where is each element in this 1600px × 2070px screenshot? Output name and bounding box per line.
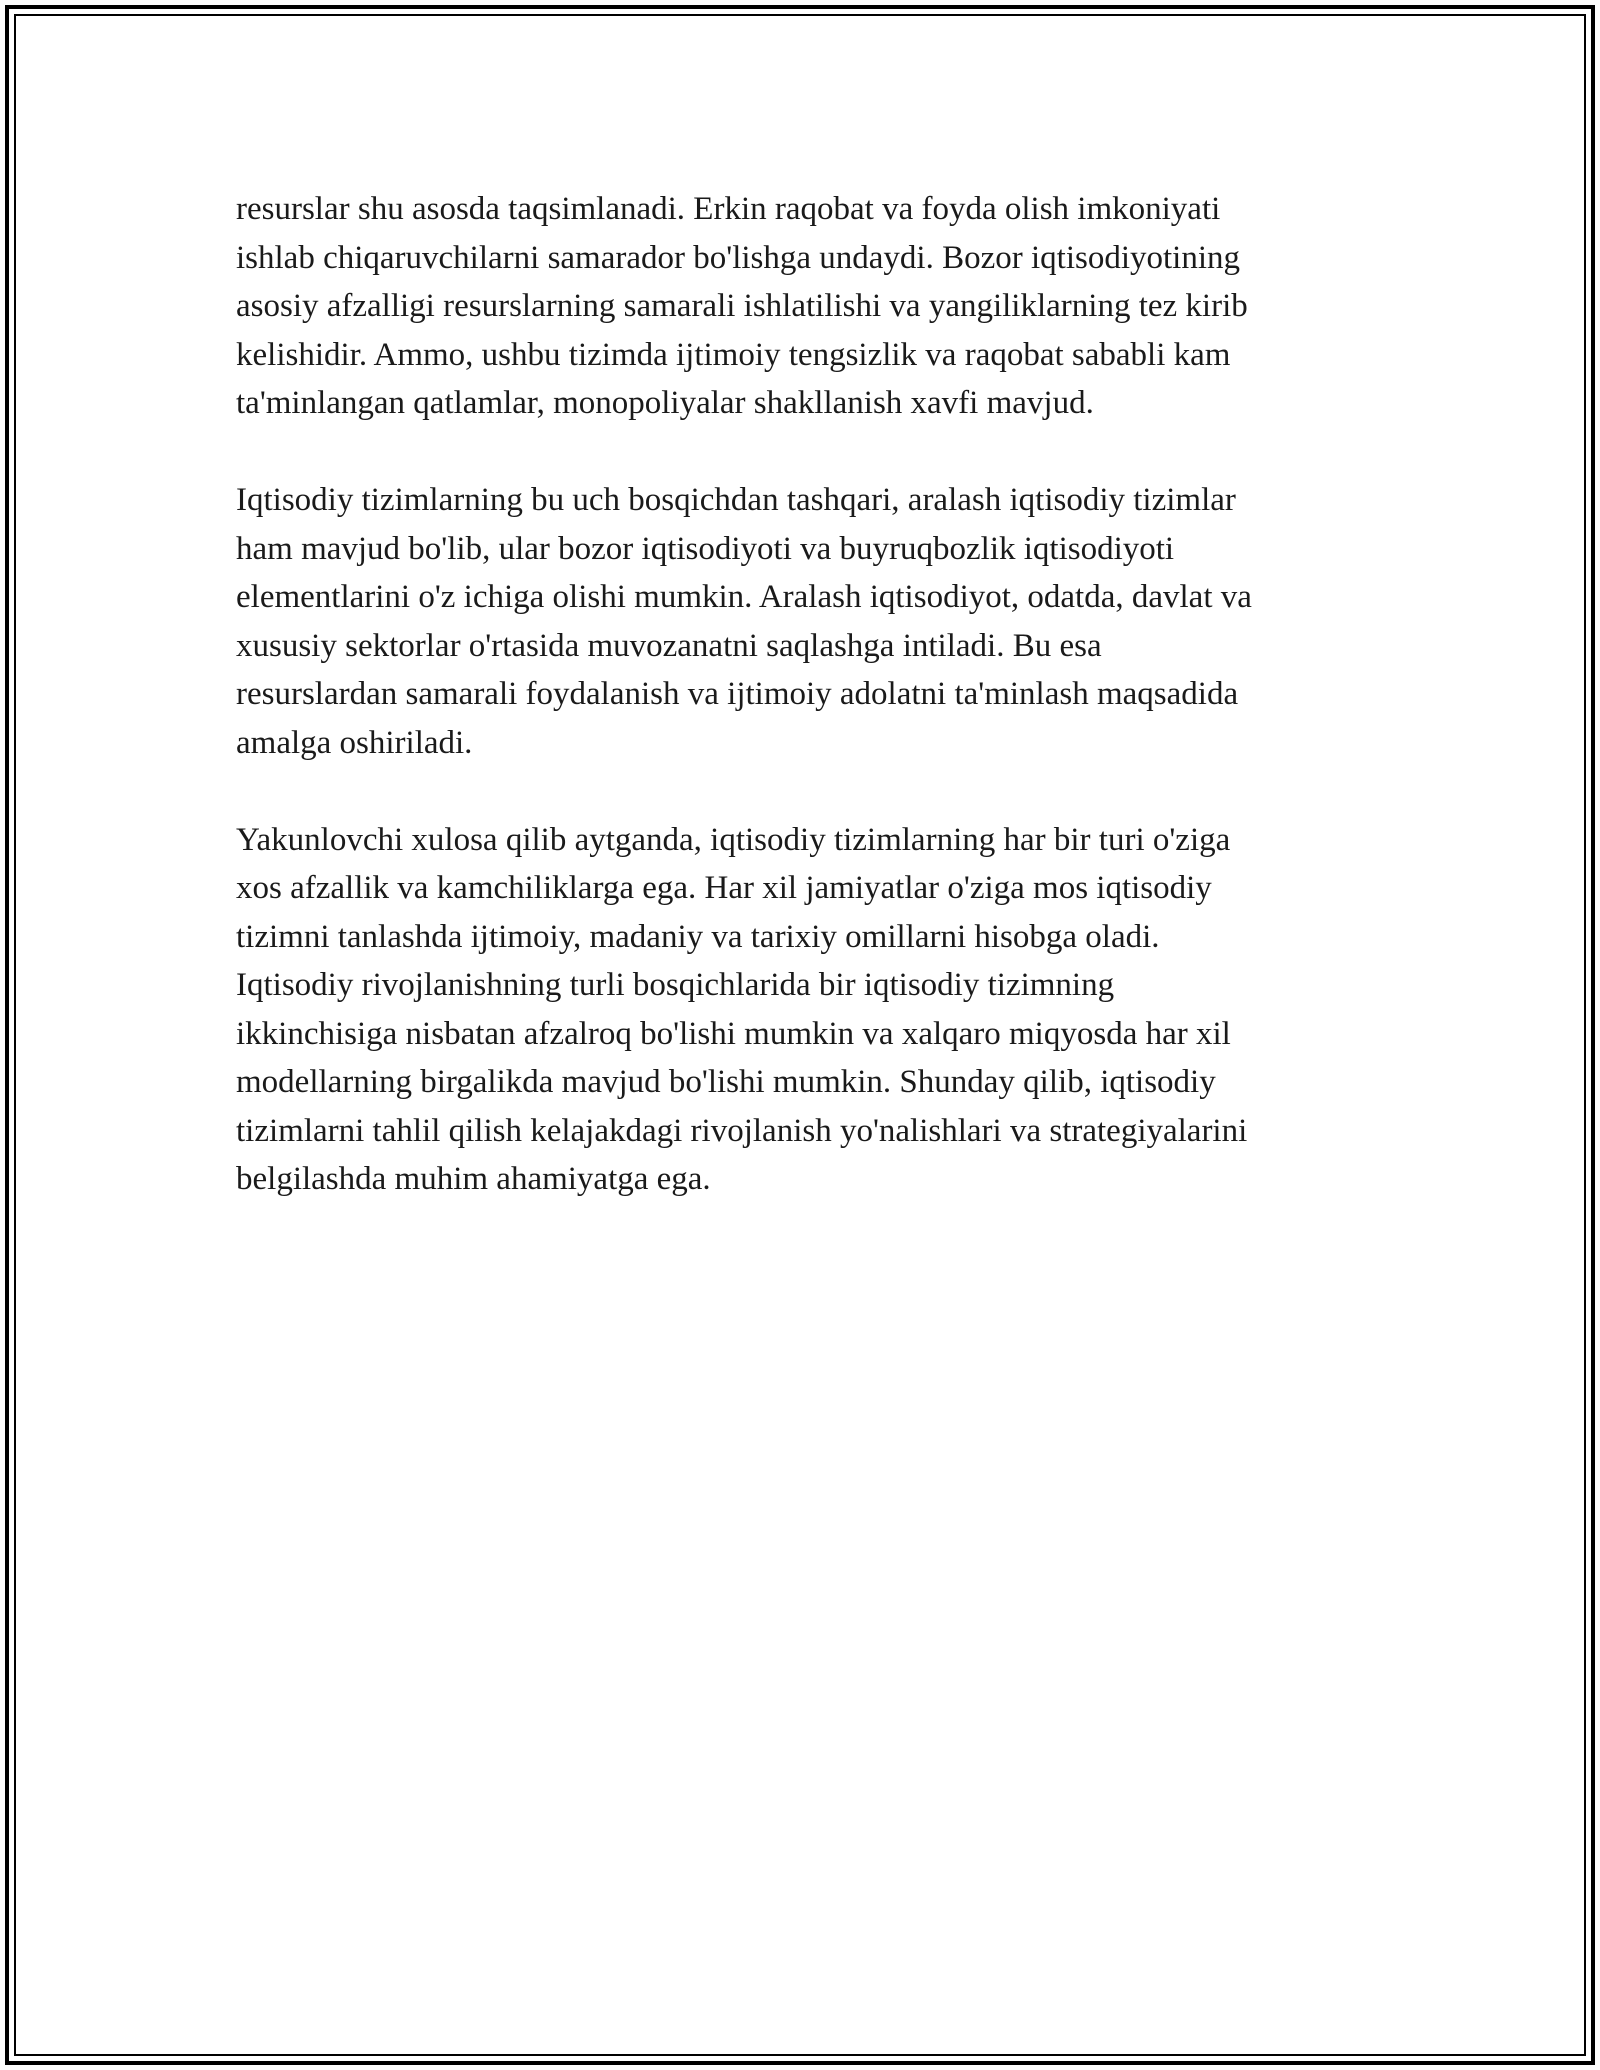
paragraph-conclusion: Yakunlovchi xulosa qilib aytganda, iqtisodiy tizimlarning har bir turi o'ziga xos afzallik va kamchiliklarga ega. Har xil jamiyatlar o'ziga mos iqtisodiy tizimni tanlashda ijtimoiy, madaniy va tarixiy omillarni hisobga oladi. Iqtisodiy rivojlanishning turli bosqichlarida bir iqtisodiy tizimning ikkinchisiga nisbatan afzalroq bo'lishi mumkin va xalqaro miqyosda har xil modellarning birgalikda mavjud bo'lishi mumkin. Shunday qilib, iqtisodiy tizimlarni tahlil qilish kelajakdagi rivojlanish yo'nalishlari va strategiyalarini belgilashda muhim ahamiyatga ega. (236, 821, 1248, 1197)
page-content (236, 185, 1376, 1252)
paragraph-mixed-economy: Iqtisodiy tizimlarning bu uch bosqichdan tashqari, aralash iqtisodiy tizimlar ham mavjud bo'lib, ular bozor iqtisodiyoti va buyruqbozlik iqtisodiyoti elementlarini o'z ichiga olishi mumkin. Aralash iqtisodiyot, odatda, davlat va xususiy sektorlar o'rtasida muvozanatni saqlashga intiladi. Bu esa resurslardan samarali foydalanish va ijtimoiy adolatni ta'minlash maqsadida amalga oshiriladi. (236, 482, 1252, 761)
paragraph-market-economy: resurslar shu asosda taqsimlanadi. Erkin raqobat va foyda olish imkoniyati ishlab chiqaruvchilarni samarador bo'lishga undaydi. Bozor iqtisodiyotining asosiy afzalligi resurslarning samarali ishlatilishi va yangiliklarning tez kirib kelishidir. Ammo, ushbu tizimda ijtimoiy tengsizlik va raqobat sababli kam ta'minlangan qatlamlar, monopoliyalar shakllanish xavfi mavjud. (236, 191, 1248, 421)
